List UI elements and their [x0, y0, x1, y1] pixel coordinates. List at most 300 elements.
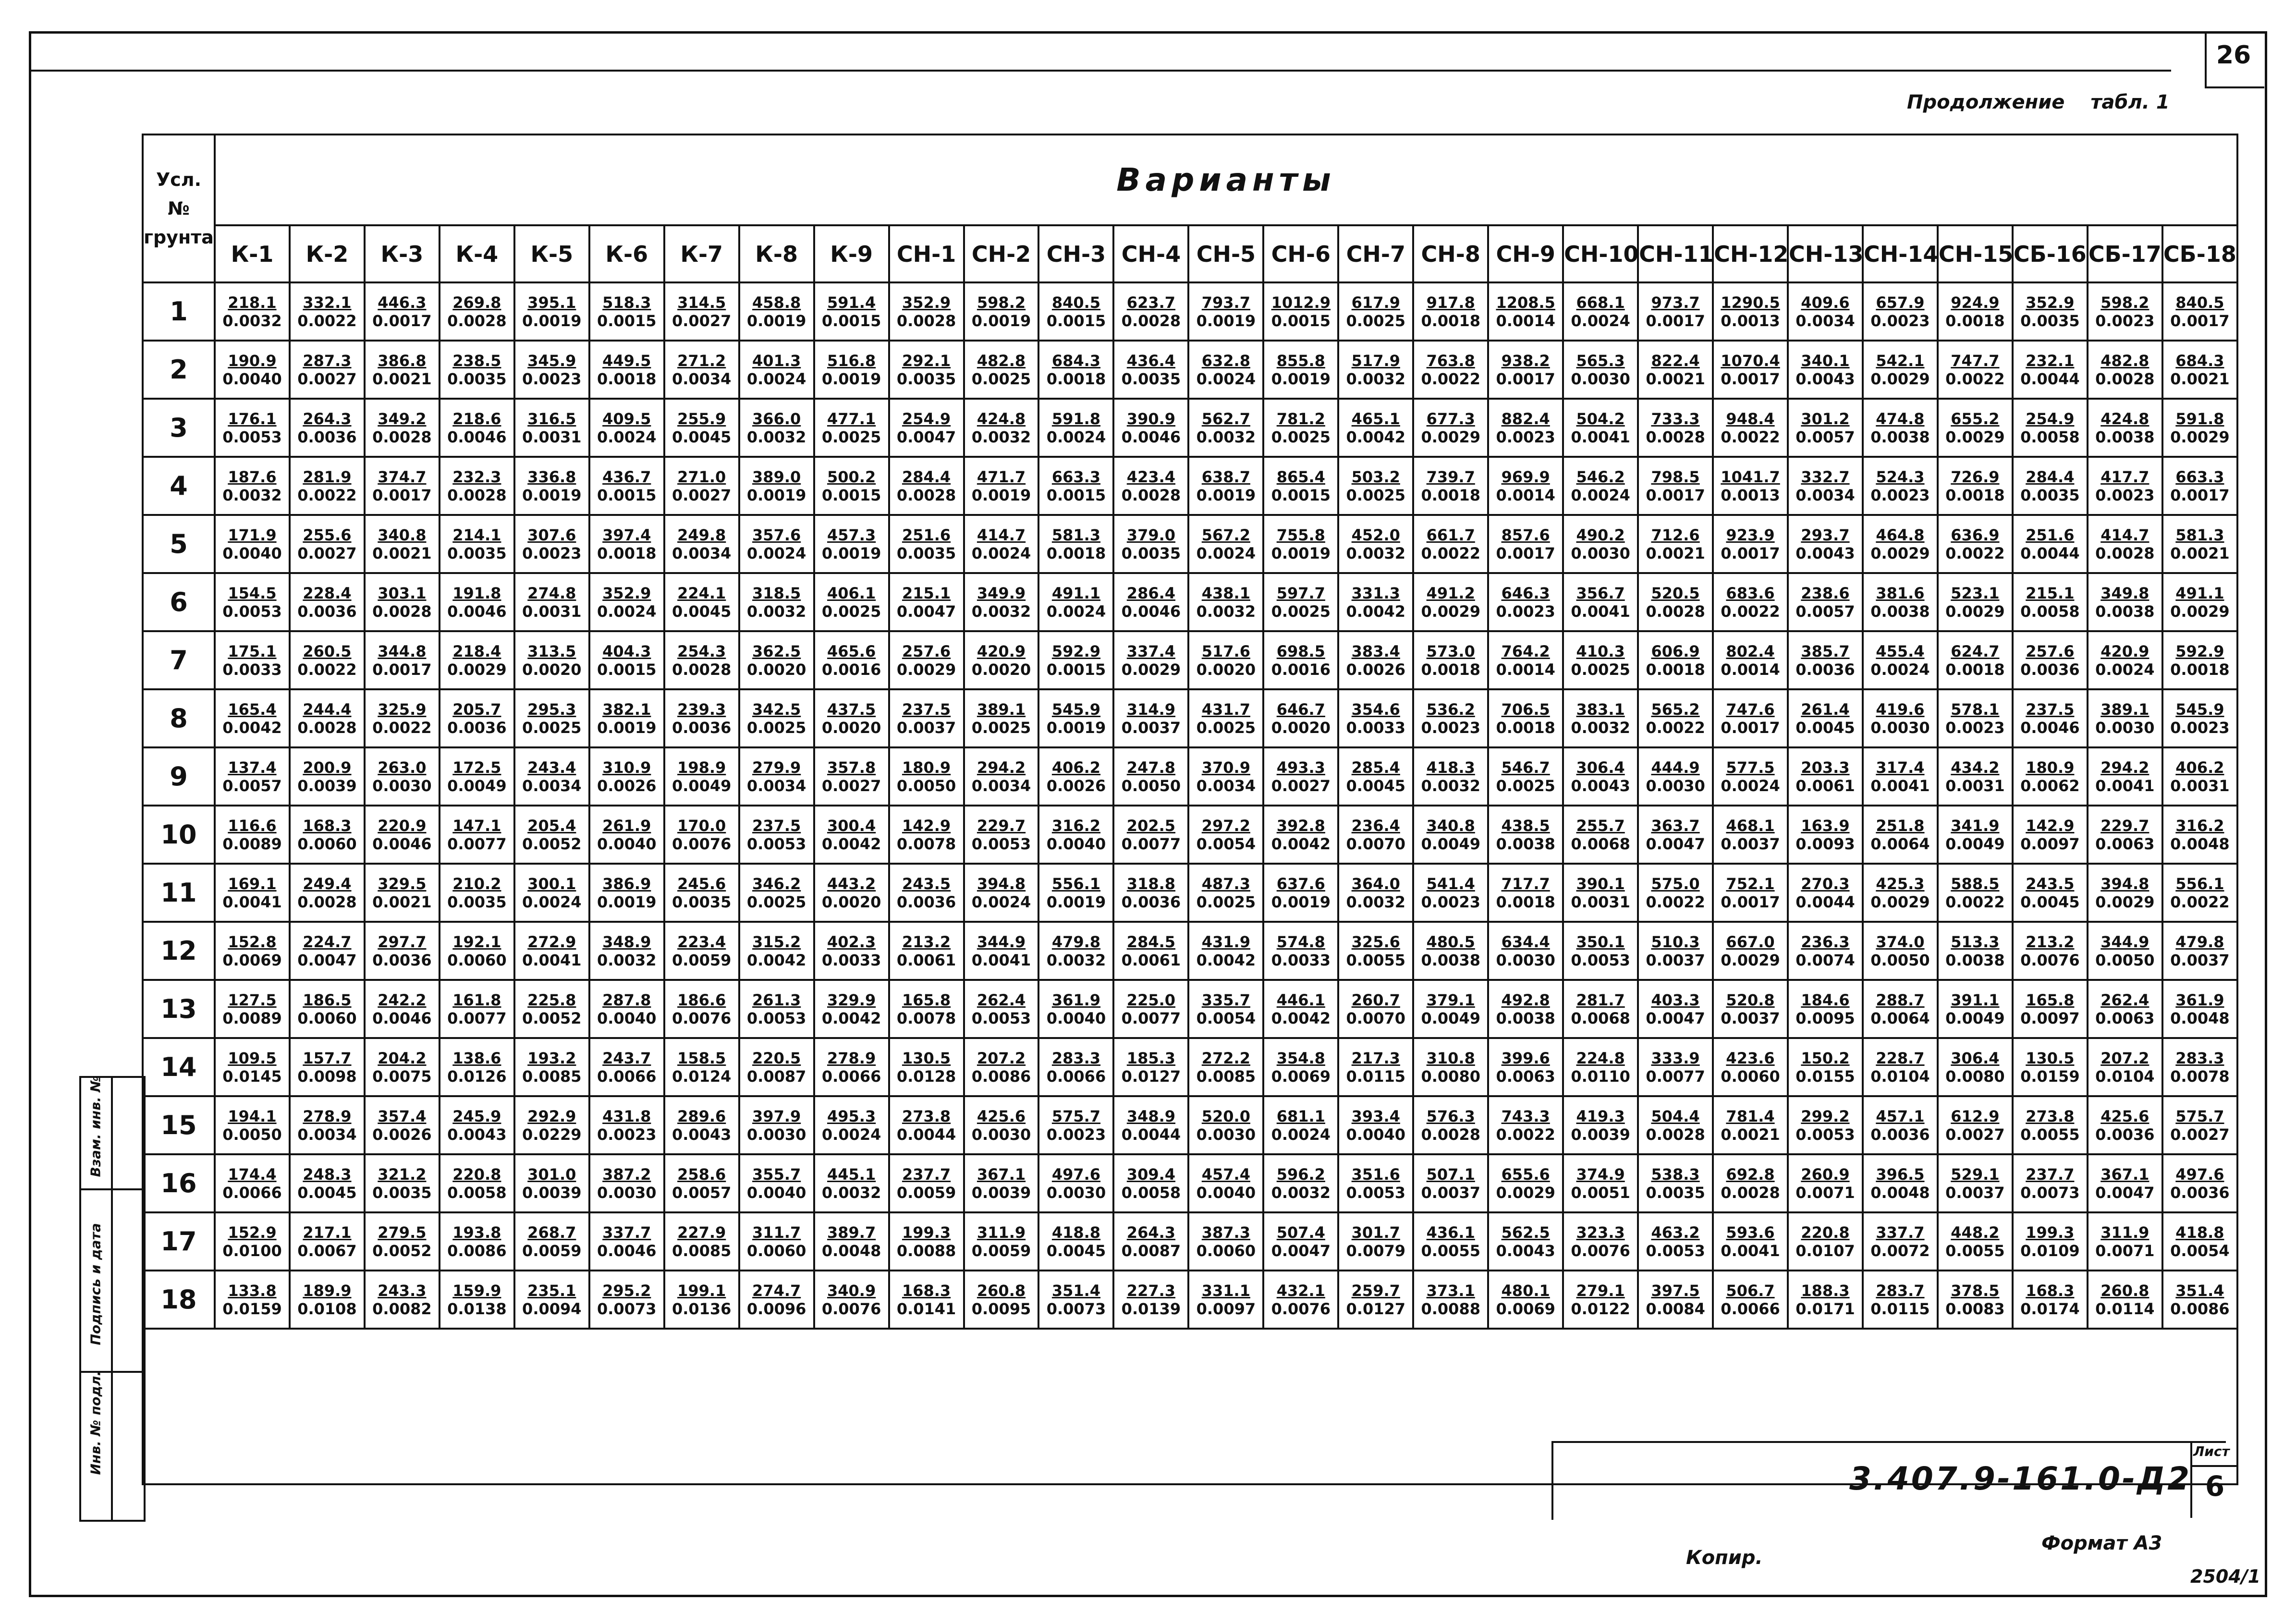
table-cell [1188, 457, 1263, 515]
cell-primary-value: 361.9 [1051, 990, 1101, 1009]
cell-primary-value: 581.3 [1051, 525, 1101, 544]
table-cell [1638, 689, 1713, 747]
cell-primary-value: 624.7 [1951, 642, 2000, 660]
cell-secondary-value: 0.0018 [1646, 660, 1705, 679]
cell-primary-value: 220.9 [378, 816, 427, 835]
cell-primary-value: 436.7 [602, 467, 651, 486]
cell-primary-value: 245.9 [452, 1107, 501, 1125]
table-cell [1338, 689, 1413, 747]
cell-secondary-value: 0.0028 [2095, 369, 2155, 388]
cell-secondary-value: 0.0022 [1945, 544, 2005, 562]
cell-secondary-value: 0.0025 [1271, 602, 1331, 621]
cell-secondary-value: 0.0174 [2020, 1299, 2080, 1318]
column-header: К-8 [739, 225, 814, 282]
cell-primary-value: 567.2 [1201, 525, 1250, 544]
soil-number-cell: 9 [143, 747, 215, 806]
cell-secondary-value: 0.0021 [372, 892, 432, 911]
cell-primary-value: 1208.5 [1496, 293, 1555, 312]
cell-primary-value: 237.7 [902, 1165, 951, 1184]
cell-secondary-value: 0.0019 [522, 486, 582, 504]
cell-secondary-value: 0.0059 [672, 951, 732, 969]
cell-primary-value: 272.9 [527, 932, 576, 951]
cell-secondary-value: 0.0079 [1346, 1241, 1406, 1260]
cell-secondary-value: 0.0049 [1945, 834, 2005, 853]
cell-primary-value: 510.3 [1651, 932, 1700, 951]
table-cell [589, 922, 664, 980]
cell-primary-value: 752.1 [1726, 874, 1775, 893]
table-cell [1938, 1038, 2013, 1096]
cell-secondary-value: 0.0041 [971, 951, 1031, 969]
cell-primary-value: 364.0 [1351, 874, 1400, 893]
side-label-replacement-inventory: Взам. инв. № [87, 1075, 104, 1177]
cell-primary-value: 207.2 [2101, 1049, 2149, 1067]
table-cell [589, 864, 664, 922]
cell-secondary-value: 0.0044 [896, 1125, 956, 1144]
table-cell [1863, 457, 1938, 515]
table-cell [739, 1212, 814, 1271]
cell-secondary-value: 0.0017 [1646, 486, 1705, 504]
cell-primary-value: 379.0 [1126, 525, 1176, 544]
cell-secondary-value: 0.0070 [1346, 1009, 1406, 1027]
top-rule [29, 70, 2171, 72]
cell-primary-value: 243.5 [902, 874, 951, 893]
table-cell [814, 1096, 889, 1154]
cell-secondary-value: 0.0025 [821, 602, 881, 621]
cell-secondary-value: 0.0063 [2095, 834, 2155, 853]
cell-primary-value: 238.5 [452, 351, 501, 370]
table-cell [589, 631, 664, 689]
cell-primary-value: 865.4 [1276, 467, 1325, 486]
cell-primary-value: 344.9 [2101, 932, 2149, 951]
cell-primary-value: 191.8 [452, 584, 501, 602]
cell-secondary-value: 0.0046 [2020, 718, 2080, 737]
cell-secondary-value: 0.0064 [1870, 1009, 1930, 1027]
table-row [143, 399, 2237, 457]
cell-secondary-value: 0.0066 [1046, 1067, 1106, 1086]
cell-secondary-value: 0.0040 [222, 369, 282, 388]
cell-secondary-value: 0.0019 [821, 369, 881, 388]
cell-secondary-value: 0.0019 [821, 544, 881, 562]
cell-primary-value: 165.8 [902, 990, 951, 1009]
cell-primary-value: 213.2 [902, 932, 951, 951]
cell-secondary-value: 0.0032 [1346, 369, 1406, 388]
table-cell [1638, 980, 1713, 1038]
table-cell [1263, 282, 1338, 341]
cell-secondary-value: 0.0035 [896, 369, 956, 388]
cell-secondary-value: 0.0025 [1346, 486, 1406, 504]
cell-secondary-value: 0.0050 [1870, 951, 1930, 969]
table-cell [1788, 980, 1863, 1038]
table-cell [514, 747, 589, 806]
cell-secondary-value: 0.0093 [1795, 834, 1855, 853]
table-cell [365, 864, 440, 922]
cell-primary-value: 503.2 [1351, 467, 1400, 486]
cell-primary-value: 202.5 [1126, 816, 1176, 835]
table-cell [514, 1154, 589, 1212]
cell-primary-value: 249.4 [303, 874, 352, 893]
cell-primary-value: 273.8 [2026, 1107, 2075, 1125]
cell-secondary-value: 0.0064 [1870, 834, 1930, 853]
table-cell [1188, 1154, 1263, 1212]
cell-primary-value: 318.5 [752, 584, 801, 602]
cell-primary-value: 242.2 [378, 990, 427, 1009]
table-cell [1863, 1271, 1938, 1329]
table-cell [814, 1271, 889, 1329]
cell-secondary-value: 0.0038 [2095, 428, 2155, 446]
cell-secondary-value: 0.0033 [1346, 718, 1406, 737]
cell-primary-value: 225.8 [527, 990, 576, 1009]
cell-secondary-value: 0.0024 [1721, 776, 1780, 795]
cell-primary-value: 882.4 [1501, 409, 1550, 428]
column-header: К-4 [440, 225, 514, 282]
cell-primary-value: 223.4 [677, 932, 726, 951]
cell-primary-value: 661.7 [1426, 525, 1475, 544]
cell-secondary-value: 0.0073 [597, 1299, 657, 1318]
cell-secondary-value: 0.0015 [597, 660, 657, 679]
cell-primary-value: 397.4 [602, 525, 651, 544]
table-cell [290, 341, 365, 399]
table-cell [964, 457, 1039, 515]
cell-primary-value: 357.4 [378, 1107, 427, 1125]
cell-secondary-value: 0.0052 [522, 834, 582, 853]
cell-secondary-value: 0.0018 [1496, 892, 1555, 911]
table-cell [1338, 1096, 1413, 1154]
cell-primary-value: 142.9 [902, 816, 951, 835]
cell-primary-value: 287.3 [303, 351, 352, 370]
cell-secondary-value: 0.0024 [1046, 602, 1106, 621]
cell-primary-value: 317.4 [1876, 758, 1925, 777]
cell-secondary-value: 0.0021 [1646, 369, 1705, 388]
cell-primary-value: 283.3 [2175, 1049, 2224, 1067]
cell-primary-value: 281.9 [303, 467, 352, 486]
cell-primary-value: 274.7 [752, 1281, 801, 1300]
table-cell [514, 631, 589, 689]
table-cell [814, 806, 889, 864]
column-header: К-9 [814, 225, 889, 282]
cell-primary-value: 668.1 [1576, 293, 1625, 312]
table-cell [1713, 806, 1788, 864]
cell-secondary-value: 0.0057 [222, 776, 282, 795]
cell-primary-value: 436.1 [1426, 1223, 1475, 1242]
cell-primary-value: 288.7 [1876, 990, 1925, 1009]
cell-primary-value: 200.9 [303, 758, 352, 777]
table-cell [2162, 457, 2237, 515]
table-cell [1188, 689, 1263, 747]
side-stamp [79, 1076, 146, 1522]
table-cell [365, 1271, 440, 1329]
table-cell [589, 1212, 664, 1271]
list-label: Лист [2193, 1443, 2230, 1459]
cell-primary-value: 781.2 [1276, 409, 1325, 428]
table-cell [2088, 631, 2162, 689]
cell-primary-value: 591.4 [827, 293, 876, 312]
cell-secondary-value: 0.0087 [1121, 1241, 1181, 1260]
cell-primary-value: 576.3 [1426, 1107, 1475, 1125]
cell-secondary-value: 0.0076 [1271, 1299, 1331, 1318]
cell-primary-value: 545.9 [1051, 700, 1101, 719]
table-cell [589, 1154, 664, 1212]
table-cell [1413, 457, 1488, 515]
cell-secondary-value: 0.0055 [1346, 951, 1406, 969]
table-cell [739, 1154, 814, 1212]
table-cell [1338, 864, 1413, 922]
table-cell [1263, 573, 1338, 631]
cell-primary-value: 249.8 [677, 525, 726, 544]
cell-primary-value: 1012.9 [1271, 293, 1331, 312]
table-cell [664, 631, 739, 689]
table-cell [1863, 689, 1938, 747]
cell-secondary-value: 0.0030 [597, 1183, 657, 1202]
table-cell [440, 457, 514, 515]
table-cell [2088, 689, 2162, 747]
cell-primary-value: 465.1 [1351, 409, 1400, 428]
table-cell [2013, 631, 2088, 689]
table-cell [2162, 806, 2237, 864]
table-row [143, 282, 2237, 341]
table-cell [1113, 515, 1188, 573]
table-cell [1113, 282, 1188, 341]
table-cell [1788, 747, 1863, 806]
cell-primary-value: 518.3 [602, 293, 651, 312]
cell-secondary-value: 0.0055 [1421, 1241, 1480, 1260]
cell-secondary-value: 0.0054 [1196, 1009, 1256, 1027]
cell-primary-value: 190.9 [228, 351, 277, 370]
cell-secondary-value: 0.0032 [746, 602, 806, 621]
cell-primary-value: 436.4 [1126, 351, 1176, 370]
table-cell [2088, 282, 2162, 341]
cell-secondary-value: 0.0018 [1945, 660, 2005, 679]
cell-primary-value: 109.5 [228, 1049, 277, 1067]
table-cell [1113, 1271, 1188, 1329]
cell-secondary-value: 0.0042 [1271, 834, 1331, 853]
cell-secondary-value: 0.0029 [2095, 892, 2155, 911]
cell-primary-value: 406.1 [827, 584, 876, 602]
cell-primary-value: 406.2 [1051, 758, 1101, 777]
cell-secondary-value: 0.0027 [297, 369, 357, 388]
cell-secondary-value: 0.0061 [896, 951, 956, 969]
cell-primary-value: 1041.7 [1721, 467, 1780, 486]
cell-primary-value: 822.4 [1651, 351, 1700, 370]
cell-secondary-value: 0.0046 [447, 428, 507, 446]
cell-primary-value: 969.9 [1501, 467, 1550, 486]
cell-primary-value: 168.3 [902, 1281, 951, 1300]
cell-secondary-value: 0.0032 [222, 486, 282, 504]
cell-secondary-value: 0.0082 [372, 1299, 432, 1318]
cell-primary-value: 386.9 [602, 874, 651, 893]
list-number: 6 [2205, 1470, 2225, 1503]
cell-secondary-value: 0.0078 [896, 834, 956, 853]
cell-primary-value: 617.9 [1351, 293, 1400, 312]
cell-secondary-value: 0.0035 [672, 892, 732, 911]
table-cell [664, 922, 739, 980]
cell-secondary-value: 0.0013 [1721, 311, 1780, 330]
cell-primary-value: 261.3 [752, 990, 801, 1009]
cell-secondary-value: 0.0028 [447, 311, 507, 330]
cell-primary-value: 263.0 [378, 758, 427, 777]
table-cell [1938, 515, 2013, 573]
table-cell [514, 980, 589, 1038]
cell-secondary-value: 0.0053 [1571, 951, 1630, 969]
cell-secondary-value: 0.0076 [1571, 1241, 1630, 1260]
table-cell [1413, 282, 1488, 341]
table-cell [1038, 1038, 1113, 1096]
cell-primary-value: 389.1 [2101, 700, 2149, 719]
table-cell [1038, 1096, 1113, 1154]
cell-primary-value: 218.4 [452, 642, 501, 660]
cell-secondary-value: 0.0022 [372, 718, 432, 737]
table-cell [215, 341, 290, 399]
cell-secondary-value: 0.0024 [2095, 660, 2155, 679]
cell-secondary-value: 0.0041 [1870, 776, 1930, 795]
cell-secondary-value: 0.0028 [896, 486, 956, 504]
cell-primary-value: 238.6 [1801, 584, 1850, 602]
table-cell [2162, 747, 2237, 806]
soil-number-cell: 16 [143, 1154, 215, 1212]
cell-secondary-value: 0.0086 [971, 1067, 1031, 1086]
table-cell [290, 747, 365, 806]
table-cell [1338, 1212, 1413, 1271]
table-cell [1338, 806, 1413, 864]
variants-header: Варианты [215, 134, 2237, 225]
cell-secondary-value: 0.0023 [1046, 1125, 1106, 1144]
table-cell [2088, 515, 2162, 573]
cell-secondary-value: 0.0027 [821, 776, 881, 795]
table-cell [1413, 864, 1488, 922]
table-cell [1563, 864, 1638, 922]
cell-primary-value: 418.8 [2175, 1223, 2224, 1242]
table-cell [1188, 1096, 1263, 1154]
table-cell [1638, 1154, 1713, 1212]
cell-primary-value: 157.7 [303, 1049, 352, 1067]
cell-primary-value: 260.7 [1351, 990, 1400, 1009]
cell-secondary-value: 0.0033 [821, 951, 881, 969]
table-cell [290, 573, 365, 631]
cell-primary-value: 348.9 [1126, 1107, 1176, 1125]
table-cell [1413, 922, 1488, 980]
cell-secondary-value: 0.0042 [222, 718, 282, 737]
table-cell [1038, 1154, 1113, 1212]
cell-secondary-value: 0.0031 [1571, 892, 1630, 911]
cell-primary-value: 646.7 [1276, 700, 1325, 719]
cell-primary-value: 168.3 [303, 816, 352, 835]
table-cell [290, 689, 365, 747]
cell-secondary-value: 0.0028 [297, 892, 357, 911]
cell-secondary-value: 0.0066 [222, 1183, 282, 1202]
table-cell [1188, 573, 1263, 631]
cell-secondary-value: 0.0086 [447, 1241, 507, 1260]
cell-secondary-value: 0.0016 [1271, 660, 1331, 679]
cell-secondary-value: 0.0057 [1795, 602, 1855, 621]
cell-primary-value: 581.3 [2175, 525, 2224, 544]
cell-primary-value: 592.9 [1051, 642, 1101, 660]
table-cell [889, 1038, 964, 1096]
cell-primary-value: 474.8 [1876, 409, 1925, 428]
cell-secondary-value: 0.0053 [971, 1009, 1031, 1027]
cell-primary-value: 218.6 [452, 409, 501, 428]
table-cell [1113, 457, 1188, 515]
cell-primary-value: 337.4 [1126, 642, 1176, 660]
cell-primary-value: 351.4 [2175, 1281, 2224, 1300]
table-cell [964, 282, 1039, 341]
cell-primary-value: 279.9 [752, 758, 801, 777]
cell-secondary-value: 0.0050 [222, 1125, 282, 1144]
table-cell [1788, 1271, 1863, 1329]
cell-secondary-value: 0.0127 [1121, 1067, 1181, 1086]
cell-secondary-value: 0.0053 [1795, 1125, 1855, 1144]
table-cell [1863, 980, 1938, 1038]
table-cell [1788, 1038, 1863, 1096]
cell-primary-value: 490.2 [1576, 525, 1625, 544]
table-cell [2013, 399, 2088, 457]
table-cell [664, 457, 739, 515]
cell-primary-value: 924.9 [1951, 293, 2000, 312]
cell-secondary-value: 0.0032 [1271, 1183, 1331, 1202]
table-cell [2162, 515, 2237, 573]
cell-primary-value: 495.3 [827, 1107, 876, 1125]
table-cell [514, 515, 589, 573]
cell-primary-value: 464.8 [1876, 525, 1925, 544]
column-header: К-3 [365, 225, 440, 282]
table-cell [889, 689, 964, 747]
cell-primary-value: 524.3 [1876, 467, 1925, 486]
table-cell [1488, 631, 1563, 689]
cell-secondary-value: 0.0029 [1496, 1183, 1555, 1202]
cell-secondary-value: 0.0066 [821, 1067, 881, 1086]
cell-primary-value: 262.4 [2101, 990, 2149, 1009]
cell-primary-value: 397.9 [752, 1107, 801, 1125]
cell-secondary-value: 0.0046 [372, 1009, 432, 1027]
cell-primary-value: 657.9 [1876, 293, 1925, 312]
table-cell [1188, 282, 1263, 341]
cell-secondary-value: 0.0040 [746, 1183, 806, 1202]
cell-primary-value: 295.3 [527, 700, 576, 719]
cell-primary-value: 217.1 [303, 1223, 352, 1242]
cell-primary-value: 340.9 [827, 1281, 876, 1300]
cell-secondary-value: 0.0036 [297, 602, 357, 621]
cell-secondary-value: 0.0026 [597, 776, 657, 795]
cell-secondary-value: 0.0085 [672, 1241, 732, 1260]
table-cell [1563, 980, 1638, 1038]
table-cell [1113, 689, 1188, 747]
table-cell [2013, 922, 2088, 980]
table-cell [2013, 282, 2088, 341]
cell-primary-value: 271.0 [677, 467, 726, 486]
table-cell [889, 515, 964, 573]
cell-secondary-value: 0.0098 [297, 1067, 357, 1086]
table-cell [1788, 573, 1863, 631]
cell-primary-value: 254.9 [902, 409, 951, 428]
cell-secondary-value: 0.0074 [1795, 951, 1855, 969]
table-cell [2013, 689, 2088, 747]
cell-secondary-value: 0.0053 [222, 602, 282, 621]
cell-primary-value: 346.2 [752, 874, 801, 893]
cell-secondary-value: 0.0057 [672, 1183, 732, 1202]
cell-secondary-value: 0.0028 [672, 660, 732, 679]
table-cell [1938, 457, 2013, 515]
table-row [143, 515, 2237, 573]
table-cell [1488, 457, 1563, 515]
table-cell [1713, 922, 1788, 980]
table-cell [964, 747, 1039, 806]
table-cell [1413, 341, 1488, 399]
table-cell [589, 980, 664, 1038]
column-header: К-5 [514, 225, 589, 282]
cell-secondary-value: 0.0025 [971, 718, 1031, 737]
table-cell [814, 747, 889, 806]
cell-primary-value: 310.8 [1426, 1049, 1475, 1067]
cell-primary-value: 395.1 [527, 293, 576, 312]
cell-secondary-value: 0.0029 [1721, 951, 1780, 969]
